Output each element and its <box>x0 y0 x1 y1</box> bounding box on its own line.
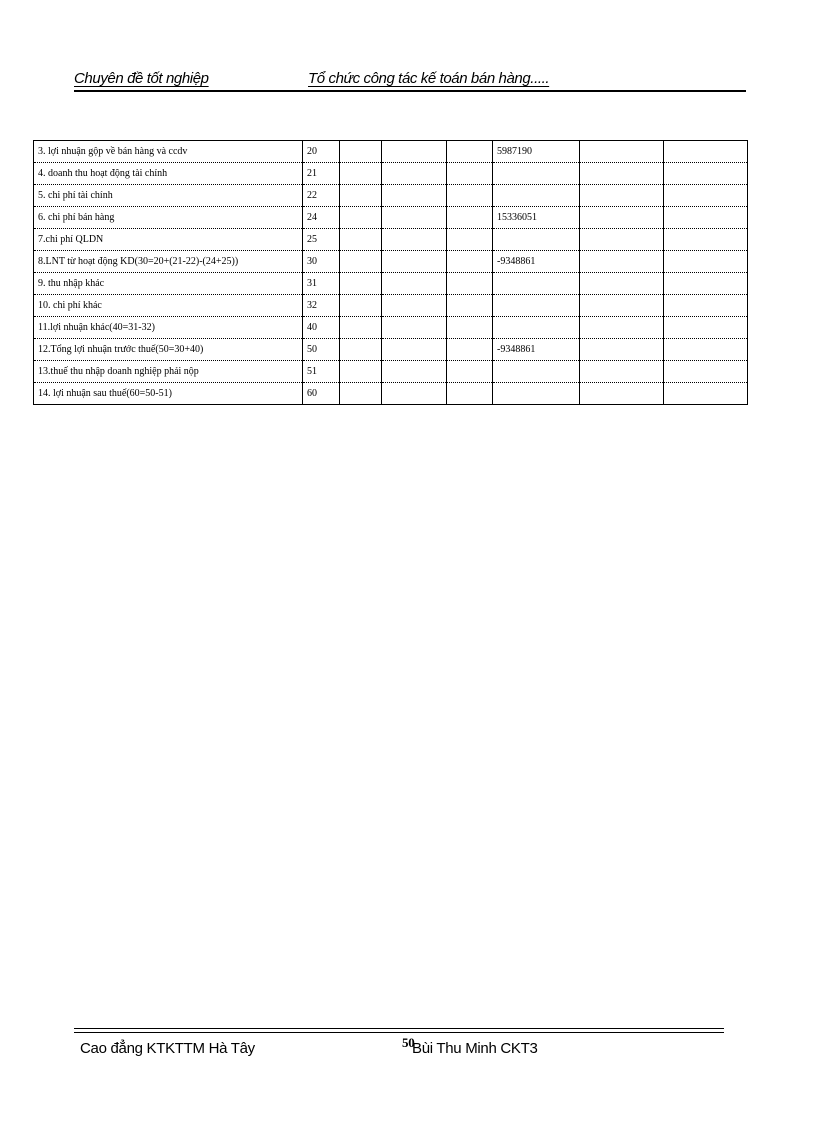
row-code: 60 <box>303 383 340 405</box>
empty-cell <box>340 273 382 295</box>
empty-cell <box>580 207 664 229</box>
empty-cell <box>664 295 748 317</box>
row-value <box>493 317 580 339</box>
empty-cell <box>340 295 382 317</box>
empty-cell <box>382 339 447 361</box>
empty-cell <box>580 295 664 317</box>
row-value <box>493 229 580 251</box>
empty-cell <box>340 141 382 163</box>
empty-cell <box>340 383 382 405</box>
empty-cell <box>580 273 664 295</box>
row-value <box>493 383 580 405</box>
page-number: 50 <box>402 1035 415 1050</box>
empty-cell <box>664 273 748 295</box>
empty-cell <box>382 163 447 185</box>
table-row <box>34 251 748 273</box>
empty-cell <box>580 163 664 185</box>
empty-cell <box>447 317 493 339</box>
row-code: 31 <box>303 273 340 295</box>
footer-divider-top <box>74 1028 724 1029</box>
row-value <box>493 273 580 295</box>
table-row <box>34 163 748 185</box>
empty-cell <box>664 207 748 229</box>
table-row <box>34 273 748 295</box>
empty-cell <box>447 229 493 251</box>
row-label: 9. thu nhập khác <box>34 273 303 295</box>
row-label: 11.lợi nhuận khác(40=31-32) <box>34 317 303 339</box>
footer-author: Bùi Thu Minh CKT3 <box>412 1040 538 1057</box>
row-label: 4. doanh thu hoạt động tài chính <box>34 163 303 185</box>
empty-cell <box>580 251 664 273</box>
empty-cell <box>580 141 664 163</box>
table-row <box>34 339 748 361</box>
empty-cell <box>340 229 382 251</box>
empty-cell <box>340 317 382 339</box>
table-row <box>34 317 748 339</box>
row-label: 13.thuế thu nhập doanh nghiệp phải nộp <box>34 361 303 383</box>
header-title-right: Tổ chức công tác kế toán bán hàng..... <box>308 70 550 87</box>
row-code: 25 <box>303 229 340 251</box>
row-code: 50 <box>303 339 340 361</box>
table-row <box>34 141 748 163</box>
empty-cell <box>382 251 447 273</box>
table-row <box>34 207 748 229</box>
empty-cell <box>340 185 382 207</box>
empty-cell <box>382 383 447 405</box>
row-value <box>493 361 580 383</box>
row-code: 22 <box>303 185 340 207</box>
empty-cell <box>382 361 447 383</box>
empty-cell <box>340 207 382 229</box>
empty-cell <box>382 185 447 207</box>
empty-cell <box>447 207 493 229</box>
empty-cell <box>664 163 748 185</box>
empty-cell <box>447 141 493 163</box>
row-label: 6. chi phí bán hàng <box>34 207 303 229</box>
empty-cell <box>447 273 493 295</box>
empty-cell <box>382 317 447 339</box>
empty-cell <box>664 251 748 273</box>
row-code: 30 <box>303 251 340 273</box>
row-label: 8.LNT từ hoạt động KD(30=20+(21-22)-(24+25)) <box>34 251 303 273</box>
empty-cell <box>580 383 664 405</box>
empty-cell <box>447 361 493 383</box>
row-code: 24 <box>303 207 340 229</box>
empty-cell <box>664 141 748 163</box>
table-row <box>34 295 748 317</box>
row-code: 21 <box>303 163 340 185</box>
empty-cell <box>382 207 447 229</box>
income-statement-table <box>33 140 748 405</box>
row-label: 12.Tổng lợi nhuận trước thuế(50=30+40) <box>34 339 303 361</box>
table-row <box>34 185 748 207</box>
empty-cell <box>382 273 447 295</box>
row-code: 40 <box>303 317 340 339</box>
empty-cell <box>447 163 493 185</box>
row-label: 10. chi phí khác <box>34 295 303 317</box>
header-title-left: Chuyên đề tốt nghiệp <box>74 70 209 87</box>
empty-cell <box>664 185 748 207</box>
header-divider <box>74 90 746 92</box>
row-label: 3. lợi nhuận gộp về bán hàng và ccdv <box>34 141 303 163</box>
row-value <box>493 295 580 317</box>
empty-cell <box>447 251 493 273</box>
empty-cell <box>447 185 493 207</box>
row-label: 5. chi phí tài chính <box>34 185 303 207</box>
empty-cell <box>580 339 664 361</box>
row-value <box>493 185 580 207</box>
empty-cell <box>664 317 748 339</box>
row-value: -9348861 <box>493 339 580 361</box>
empty-cell <box>382 295 447 317</box>
empty-cell <box>447 383 493 405</box>
empty-cell <box>664 383 748 405</box>
empty-cell <box>664 339 748 361</box>
row-value: 15336051 <box>493 207 580 229</box>
footer-school: Cao đẳng KTKTTM Hà Tây <box>80 1040 255 1057</box>
row-value: 5987190 <box>493 141 580 163</box>
empty-cell <box>580 185 664 207</box>
empty-cell <box>580 361 664 383</box>
empty-cell <box>447 339 493 361</box>
row-value <box>493 163 580 185</box>
empty-cell <box>382 229 447 251</box>
empty-cell <box>382 141 447 163</box>
empty-cell <box>340 163 382 185</box>
empty-cell <box>664 361 748 383</box>
empty-cell <box>580 317 664 339</box>
empty-cell <box>340 339 382 361</box>
empty-cell <box>340 251 382 273</box>
row-label: 14. lợi nhuận sau thuế(60=50-51) <box>34 383 303 405</box>
empty-cell <box>580 229 664 251</box>
row-code: 51 <box>303 361 340 383</box>
row-value: -9348861 <box>493 251 580 273</box>
empty-cell <box>447 295 493 317</box>
table-row <box>34 383 748 405</box>
footer-divider-bottom <box>74 1032 724 1033</box>
table-row <box>34 229 748 251</box>
row-code: 32 <box>303 295 340 317</box>
empty-cell <box>340 361 382 383</box>
row-label: 7.chi phí QLDN <box>34 229 303 251</box>
row-code: 20 <box>303 141 340 163</box>
table-row <box>34 361 748 383</box>
empty-cell <box>664 229 748 251</box>
